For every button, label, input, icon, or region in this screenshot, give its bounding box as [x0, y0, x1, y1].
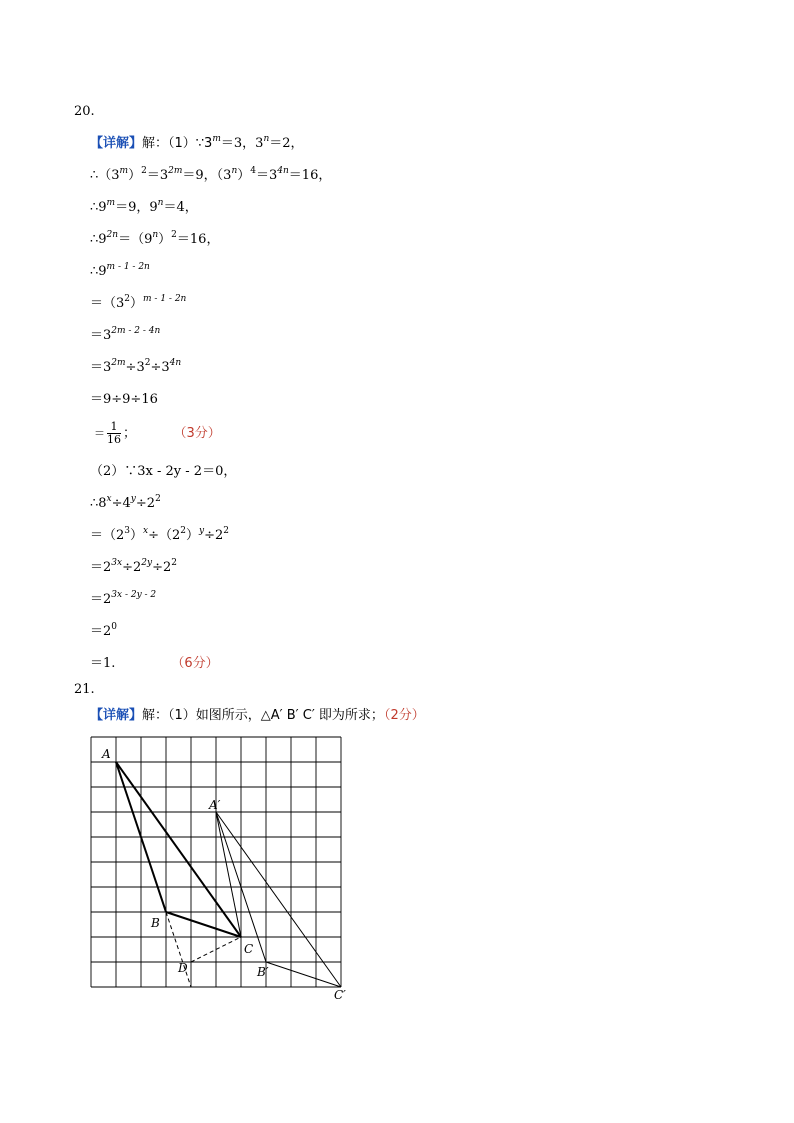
- q20-line-13: $=(2^3)^x\div(2^2)^y\div 2^2$: [90, 526, 230, 543]
- q20-line-11: （2）∵3x - 2y - 2＝0，: [90, 464, 237, 479]
- label-c-prime: C′: [334, 988, 346, 1002]
- label-b: B: [151, 916, 160, 930]
- label-d: D: [178, 961, 188, 975]
- segment-bc: [166, 912, 241, 937]
- q20-line-4: $\therefore 9^{2n}=(9^n)^2=16$，: [90, 230, 220, 247]
- fraction-1-16: $\frac{1}{16}$: [107, 420, 121, 446]
- q20-line-6: $=(3^2)^{m - 1 - 2n}$: [90, 294, 187, 311]
- q20-line-2: $\therefore(3^m)^2=3^{2m}=9$，$(3^n)^4=3^{4n}=16$，: [90, 166, 332, 183]
- label-b-prime: B′: [257, 965, 269, 979]
- q20-line-7: $=3^{2m - 2 - 4n}$: [90, 326, 161, 343]
- triangle-abc: [116, 762, 241, 937]
- grid: [91, 737, 341, 987]
- q20-line-14: $=2^{3x}\div 2^{2y}\div 2^2$: [90, 558, 177, 575]
- segment-ac: [116, 762, 241, 937]
- score-2: （2分）: [383, 708, 425, 723]
- segment-b1c1: [266, 962, 341, 987]
- label-a-prime: A′: [209, 798, 221, 812]
- q20-line-15: $=2^{3x - 2y - 2}$: [90, 590, 157, 607]
- detail-tag: 【详解】: [90, 136, 143, 151]
- q20-line-10: ＝ $\frac{1}{16}$ ； （3分）: [94, 420, 221, 446]
- q20-line-9: ＝9÷9÷16: [90, 392, 158, 407]
- segment-a1c1: [216, 812, 341, 987]
- q20-line-17: ＝1. （6分）: [90, 656, 219, 671]
- score-3: （3分）: [180, 426, 221, 441]
- q20-line-5: $\therefore 9^{m - 1 - 2n}$: [90, 262, 150, 279]
- helper-lines: [166, 912, 241, 987]
- score-6: （6分）: [171, 656, 219, 671]
- q20-line-16: $=2^0$: [90, 622, 118, 639]
- question-21-number: 21.: [74, 682, 95, 697]
- triangle-a1b1c1: [216, 812, 341, 987]
- q21-line-1: 【详解】解：（1）如图所示，△A′ B′ C′ 即为所求；（2分）: [90, 708, 425, 723]
- q20-line-8: $=3^{2m}\div 3^2\div 3^{4n}$: [90, 358, 182, 375]
- question-20-number: 20.: [74, 104, 95, 119]
- label-a: A: [102, 747, 111, 761]
- q20-line-3: $\therefore 9^m=9$，$9^n=4$，: [90, 198, 198, 215]
- label-c: C: [244, 942, 254, 956]
- detail-tag: 【详解】: [90, 708, 143, 723]
- q20-line-12: $\therefore 8^x\div 4^y\div 2^2$: [90, 494, 161, 511]
- dashed-bd: [166, 912, 191, 987]
- q20-line-1: 【详解】解：$(1)\because 3^m=3$，$3^n=2$，: [90, 134, 304, 151]
